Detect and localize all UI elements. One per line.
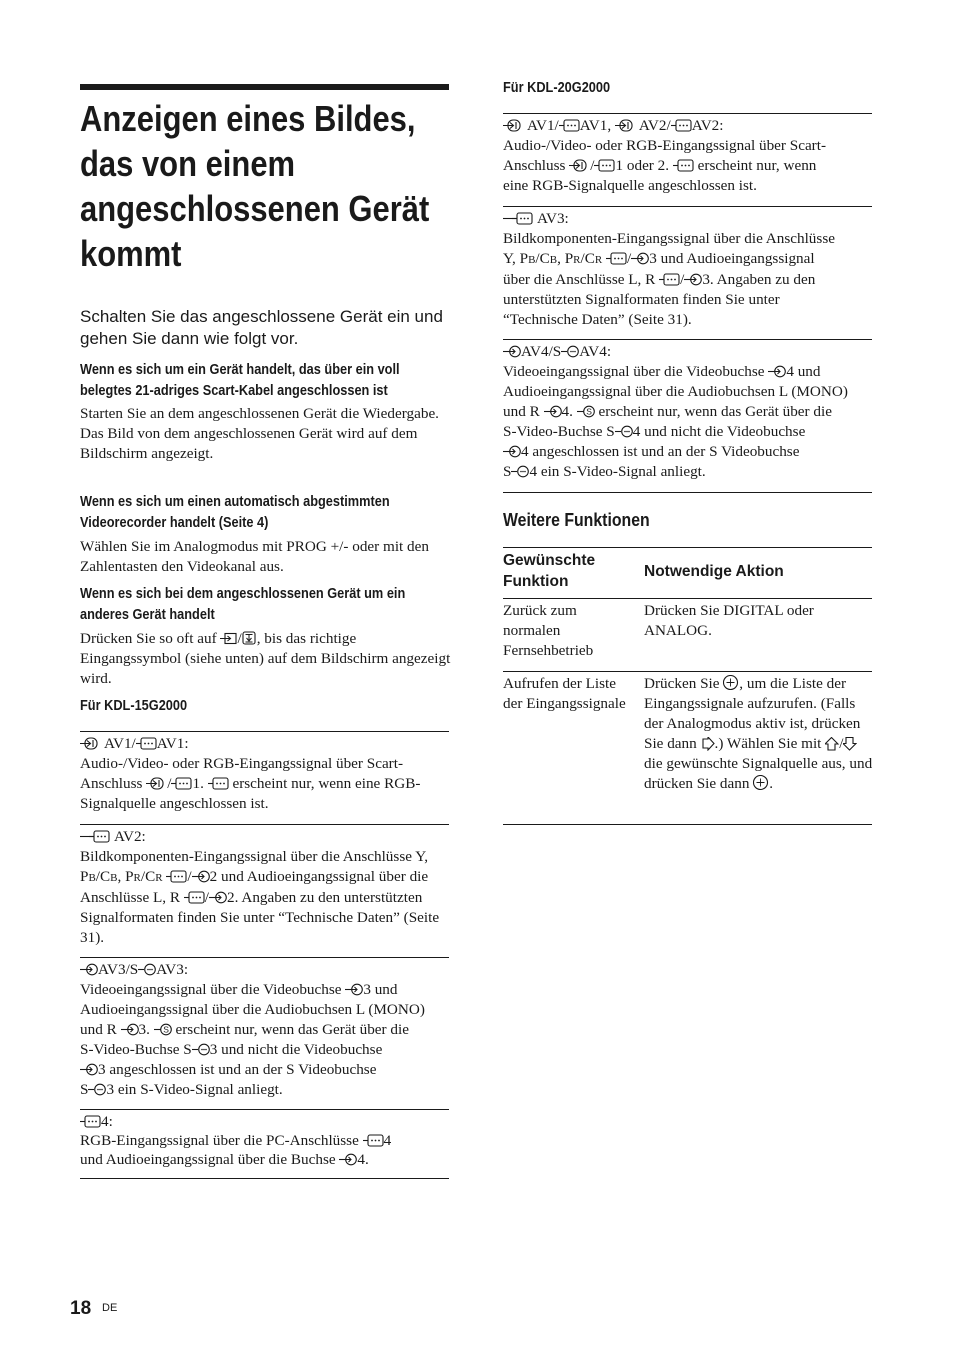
entry-text: Anschluss (503, 157, 566, 174)
entry-text: Audioeingangssignal über die Audiobuchsen L (MONO) (80, 1001, 425, 1018)
entry-text: /C (140, 868, 156, 885)
entry-label: AV1/ (526, 117, 559, 134)
entry-label: AV1/ (103, 735, 136, 752)
entry-text: 3 ein S-Video-Signal anliegt. (106, 1081, 283, 1098)
entry-label: AV1: (156, 735, 189, 752)
entry-text: 4 angeschlossen ist und an der S Videobuchse (521, 443, 800, 460)
entry-text: unterstützten Signalformaten finden Sie unter (503, 291, 780, 308)
entry-text: 3 angeschlossen ist und an der S Videobuchse (98, 1061, 377, 1078)
up-arrow-icon (825, 737, 839, 751)
entry-label: AV1, (579, 117, 612, 134)
entry-text: S-Video-Buchse S (80, 1041, 192, 1058)
entry-text: 4. (561, 403, 573, 420)
entry-label: AV3/S (98, 961, 139, 978)
rgb-icon (363, 1134, 384, 1148)
entry-text: 4. (357, 1151, 369, 1168)
action-text: die gewünschte Signalquelle aus, und drücken Sie dann (644, 755, 873, 792)
divider (503, 598, 872, 599)
kdl20-entry-av4 (503, 342, 875, 482)
entry-text: eine RGB-Signalquelle angeschlossen ist. (503, 177, 757, 194)
kdl15-entry-pc (80, 1112, 452, 1169)
entry-label: AV2: (113, 828, 146, 845)
table-cell-function: Zurück zum normalen Fernsehbetrieb (503, 602, 594, 659)
ok-button-icon (723, 675, 739, 691)
scart-icon (503, 119, 524, 133)
entry-label: AV2/ (638, 117, 671, 134)
entry-label: AV4/S (521, 343, 562, 360)
video-icon (503, 445, 521, 459)
video-icon (192, 870, 210, 884)
text-icon (242, 631, 257, 646)
entry-text: 1 oder 2. (615, 157, 670, 174)
entry-text: 2 und Audioeingangssignal über die Anschlüsse L, R (80, 868, 429, 906)
action-text: , um die Liste der Eingangssignale aufzurufen. (Falls der Analogmodus aktiv ist, drücken Sie dann (644, 675, 861, 752)
section-heading-scart: Wenn es sich um ein Gerät handelt, das über ein voll belegtes 21-adriges Scart-Kabel angeschlossen ist (80, 362, 400, 399)
s-icon (154, 1023, 172, 1037)
rgb-icon (503, 212, 534, 226)
entry-text: 4 und (786, 363, 821, 380)
down-arrow-icon (843, 737, 857, 751)
action-text: .) Wählen Sie mit (714, 735, 822, 752)
rgb-icon (184, 891, 205, 905)
action-text: Drücken Sie (644, 675, 720, 692)
kdl15-entry-av1: AV1/ AV1: Audio-/Video- oder RGB-Eingangssignal über Scart-Anschluss / 1. erscheint nur, wenn eine RGB-Signalquelle angeschlossen ist. (80, 735, 421, 812)
section-body-other: Drücken Sie so oft auf / , bis das richtige Eingangssymbol (siehe unten) auf dem Bildschirm angezeigt wird. (80, 630, 451, 687)
entry-label: 4: (101, 1113, 113, 1130)
svideo-icon (511, 465, 529, 479)
entry-text: 4 und nicht die Videobuchse (632, 423, 806, 440)
action-text: . (769, 775, 774, 792)
section-body-scart-2: Das Bild von dem angeschlossenen Gerät wird auf dem Bildschirm angezeigt. (80, 425, 418, 462)
kdl15-entry-av3 (80, 960, 452, 1100)
video-icon (631, 252, 649, 266)
entry-text: S (80, 1081, 89, 1098)
section-body-scart-1: Starten Sie an dem angeschlossenen Gerät die Wiedergabe. (80, 405, 439, 422)
section-heading-other: Wenn es sich bei dem angeschlossenen Gerät um ein anderes Gerät handelt (80, 586, 406, 623)
body-other-pre: Drücken Sie so oft auf (80, 630, 217, 647)
page-language: DE (102, 1302, 118, 1314)
rgb-icon (171, 777, 192, 791)
title-bar (80, 84, 449, 90)
body-other-post: , bis das richtige Eingangssymbol (siehe unten) auf dem Bildschirm angezeigt wird. (80, 630, 451, 687)
rgb-icon (659, 273, 680, 287)
svideo-icon (192, 1043, 210, 1057)
entry-text: 4 (383, 1132, 392, 1149)
divider (503, 824, 872, 825)
divider (80, 957, 449, 958)
entry-text: 3 und (363, 981, 398, 998)
scart-icon (146, 777, 167, 791)
entry-text: /C (535, 250, 550, 267)
svideo-icon (615, 425, 633, 439)
divider (80, 731, 449, 732)
entry-text: erscheint nur, wenn das Gerät über die (598, 403, 832, 420)
rgb-icon (166, 870, 187, 884)
table-cell-action: Drücken Sie DIGITAL oder ANALOG. (644, 602, 814, 639)
entry-text: B (88, 872, 96, 884)
table-header-function: Gewünschte Funktion (503, 552, 596, 590)
rgb-icon (673, 159, 694, 173)
entry-text: 3. Angaben zu den (702, 271, 816, 288)
entry-text: Videoeingangssignal über die Videobuchse (503, 363, 765, 380)
entry-text: R (133, 872, 141, 884)
entry-text: Bildkomponenten-Eingangssignal über die Anschlüsse Y, P (80, 848, 429, 885)
video-icon (544, 405, 562, 419)
table-cell-function: Aufrufen der Liste der Eingangssignale (503, 675, 626, 712)
rgb-icon (208, 777, 229, 791)
entry-text: RGB-Eingangssignal über die PC-Anschlüsse (80, 1132, 359, 1149)
divider (80, 1178, 449, 1179)
svideo-icon (138, 963, 156, 977)
section-heading-vcr: Wenn es sich um einen automatisch abgestimmten Videorecorder handelt (Seite 4) (80, 494, 390, 531)
entry-text: /C (580, 250, 595, 267)
rgb-icon (80, 830, 111, 844)
kdl20-entry-av3: AV3: Bildkomponenten-Eingangssignal über die Anschlüsse Y, PB/CB, PR/CR / 3 und Audioeingangssignal über die Anschlüsse L, R / 3. Angaben zu den unterstützten Signalformaten finden Sie unter “Technische Daten” (Seite 31). (503, 210, 835, 328)
video-icon (339, 1153, 357, 1167)
section-body-scart (80, 404, 450, 464)
kdl20-heading: Für KDL-20G2000 (503, 80, 611, 96)
scart-icon (615, 119, 636, 133)
kdl20-entry-av1: AV1/ AV1, AV2/ AV2: Audio-/Video- oder RGB-Eingangssignal über Scart- Anschluss / 1 oder 2. erscheint nur, wenn eine RGB-Signalquelle angeschlossen ist. (503, 117, 827, 194)
video-icon (80, 1063, 98, 1077)
entry-text: Audio-/Video- oder RGB-Eingangssignal über Scart-Anschluss (80, 755, 404, 792)
weitere-heading: Weitere Funktionen (503, 510, 650, 530)
entry-text: S (503, 463, 512, 480)
divider (80, 1109, 449, 1110)
kdl15-entry-av2: AV2: Bildkomponenten-Eingangssignal über die Anschlüsse Y, PB/CB, PR/CR / 2 und Audioeingangssignal über die Anschlüsse L, R / 2. Angaben zu den unterstützten Signalformaten finden Sie unter “Technische Daten” (Seite 31). (80, 828, 440, 946)
entry-text: und R (80, 1021, 117, 1038)
video-icon (121, 1023, 139, 1037)
kdl15-heading: Für KDL-15G2000 (80, 698, 188, 714)
video-icon (80, 963, 98, 977)
entry-text: und R (503, 403, 540, 420)
table-header-action: Notwendige Aktion (644, 563, 784, 580)
scart-icon (80, 737, 101, 751)
table-cell-action: Drücken Sie , um die Liste der Eingangssignale aufzurufen. (Falls der Analogmodus aktiv ist, drücken Sie dann .) Wählen Sie mit / die gewünschte Signalquelle aus, und drücken Sie dann . (644, 675, 873, 792)
entry-text: Bildkomponenten-Eingangssignal über die Anschlüsse (503, 230, 835, 247)
entry-text: erscheint nur, wenn eine RGB-Signalquelle angeschlossen ist. (80, 775, 421, 812)
video-icon (503, 345, 521, 359)
entry-text: und Audioeingangssignal über die Buchse (80, 1151, 336, 1168)
entry-label: AV2: (691, 117, 724, 134)
entry-text: “Technische Daten” (Seite 31). (503, 311, 692, 328)
divider (503, 113, 872, 114)
video-icon (209, 891, 227, 905)
ok-button-icon (753, 775, 769, 791)
divider (503, 339, 872, 340)
page-title: Anzeigen eines Bildes, das von einem angeschlossenen Gerät kommt (80, 98, 430, 274)
svideo-icon (561, 345, 579, 359)
entry-text: R (573, 254, 581, 266)
entry-label: AV4: (579, 343, 612, 360)
rgb-icon (136, 737, 157, 751)
input-icon (220, 632, 237, 646)
entry-text: 4 ein S-Video-Signal anliegt. (529, 463, 706, 480)
rgb-icon (594, 159, 615, 173)
entry-text: 3. (138, 1021, 150, 1038)
entry-text: erscheint nur, wenn das Gerät über die (175, 1021, 409, 1038)
scart-icon (569, 159, 590, 173)
section-body-vcr: Wählen Sie im Analogmodus mit PROG +/- oder mit den Zahlentasten den Videokanal aus. (80, 538, 429, 575)
s-icon (577, 405, 595, 419)
entry-text: B (110, 872, 118, 884)
entry-text: 1. (192, 775, 204, 792)
entry-text: S-Video-Buchse S (503, 423, 615, 440)
entry-text: B (528, 254, 536, 266)
divider (503, 206, 872, 207)
entry-label: AV3: (536, 210, 569, 227)
rgb-icon (606, 252, 627, 266)
entry-text: /C (95, 868, 111, 885)
intro-text: Schalten Sie das angeschlossene Gerät ein und gehen Sie dann wie folgt vor. (80, 307, 443, 348)
entry-text: erscheint nur, wenn (697, 157, 817, 174)
divider (503, 492, 872, 493)
rgb-icon (80, 1115, 101, 1129)
divider (503, 671, 872, 672)
divider (503, 547, 872, 548)
entry-text: Videoeingangssignal über die Videobuchse (80, 981, 342, 998)
video-icon (684, 273, 702, 287)
entry-text: Audioeingangssignal über die Audiobuchsen L (MONO) (503, 383, 848, 400)
page-number: 18 (70, 1298, 92, 1319)
svideo-icon (88, 1083, 106, 1097)
entry-text: , P (557, 250, 574, 267)
entry-text: 2. Angaben zu den unterstützten Signalformaten finden Sie unter “Technische Daten” (Seite 31). (80, 889, 440, 946)
entry-text: R (155, 872, 163, 884)
rgb-icon (559, 119, 580, 133)
entry-text: über die Anschlüsse L, R (503, 271, 656, 288)
entry-label: AV3: (156, 961, 189, 978)
entry-text: , P (117, 868, 134, 885)
entry-text: Y, P (503, 250, 529, 267)
right-arrow-icon (701, 737, 715, 751)
video-icon (345, 983, 363, 997)
entry-text: R (594, 254, 603, 266)
entry-text: 3 und nicht die Videobuchse (209, 1041, 383, 1058)
video-icon (768, 365, 786, 379)
divider (80, 824, 449, 825)
rgb-icon (671, 119, 692, 133)
entry-text: 3 und Audioeingangssignal (649, 250, 815, 267)
entry-text: Audio-/Video- oder RGB-Eingangssignal über Scart- (503, 137, 827, 154)
entry-text: B (549, 254, 558, 266)
